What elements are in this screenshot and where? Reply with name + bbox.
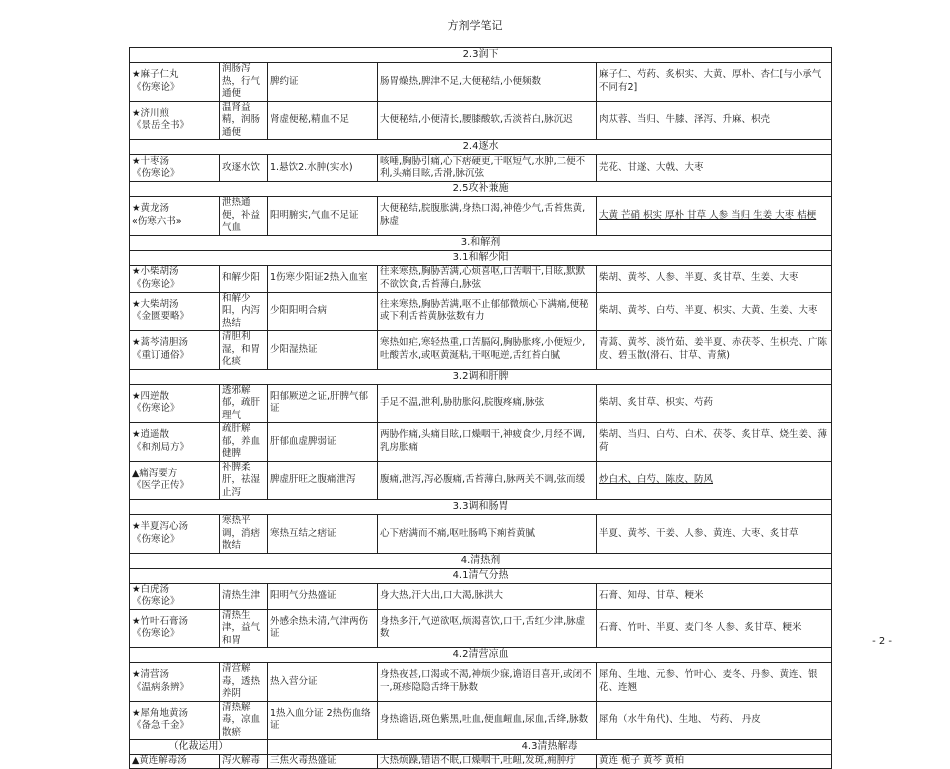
formula-name: ★蒿芩清胆汤 《重订通俗》 bbox=[130, 331, 220, 370]
formula-herbs: 黄连 栀子 黄芩 黄柏 bbox=[597, 755, 832, 769]
section-header: 4.1清气分热 bbox=[130, 568, 832, 583]
formula-name: ★清营汤 《温病条辨》 bbox=[130, 663, 220, 702]
formula-herbs: 肉苁蓉、当归、牛膝、泽泻、升麻、枳壳 bbox=[597, 101, 832, 140]
formula-indication: 肝郁血虚脾弱证 bbox=[268, 423, 378, 462]
formula-herbs: 柴胡、黄芩、人参、半夏、炙甘草、生姜、大枣 bbox=[597, 265, 832, 292]
formula-name: ★黄龙汤 «伤寒六书» bbox=[130, 197, 220, 236]
section-header: 3.2调和肝脾 bbox=[130, 369, 832, 384]
formula-symptoms: 身大热,汗大出,口大渴,脉洪大 bbox=[378, 583, 597, 609]
formula-function: 清营解毒，透热养阴 bbox=[220, 663, 268, 702]
formula-herbs: 柴胡、当归、白芍、白术、茯苓、炙甘草、烧生姜、薄荷 bbox=[597, 423, 832, 462]
formula-indication: 1.悬饮2.水肿(实水) bbox=[268, 155, 378, 182]
formula-indication: 脾约证 bbox=[268, 63, 378, 102]
formula-name: ★小柴胡汤 《伤寒论》 bbox=[130, 265, 220, 292]
section-header: 2.5攻补兼施 bbox=[130, 182, 832, 197]
formula-name: ★半夏泻心汤 《伤寒论》 bbox=[130, 515, 220, 554]
formula-function: 清胆利湿，和胃化痰 bbox=[220, 331, 268, 370]
section-header: 2.3润下 bbox=[130, 48, 832, 63]
formula-symptoms: 身热夜甚,口渴或不渴,神烦少寐,谵语目喜开,或闭不一,斑疹隐隐舌绛干脉数 bbox=[378, 663, 597, 702]
formula-name: ★竹叶石膏汤 《伤寒论》 bbox=[130, 609, 220, 648]
formula-function: 和解少阳，内泻热结 bbox=[220, 292, 268, 331]
formula-symptoms: 往来寒热,胸胁苦满,心烦喜呕,口苦咽干,目眩,默默不欲饮食,舌苔薄白,脉弦 bbox=[378, 265, 597, 292]
formula-symptoms: 肠胃燥热,脾津不足,大便秘结,小便频数 bbox=[378, 63, 597, 102]
formula-name: ▲黄连解毒汤 bbox=[130, 755, 220, 769]
formula-name: ★麻子仁丸 《伤寒论》 bbox=[130, 63, 220, 102]
formula-symptoms: 寒热如疟,寒轻热重,口苦膈闷,胸胁胀疼,小便短少,吐酸苦水,或呕黄涎粘,干呕呃逆,舌红苔白腻 bbox=[378, 331, 597, 370]
formula-herbs: 大黄 芒硝 枳实 厚朴 甘草 人参 当归 生姜 大枣 桔梗 bbox=[597, 197, 832, 236]
formula-indication: 阳郁厥逆之证,肝脾气郁证 bbox=[268, 384, 378, 423]
formula-name: ★犀角地黄汤 《备急千金》 bbox=[130, 701, 220, 740]
formula-indication: 少阳阳明合病 bbox=[268, 292, 378, 331]
formula-function: 清热生津 bbox=[220, 583, 268, 609]
formula-herbs: 犀角（水牛角代)、生地、 芍药、 丹皮 bbox=[597, 701, 832, 740]
section-header: 3.3调和肠胃 bbox=[130, 500, 832, 515]
formula-symptoms: 身热谵语,斑色紫黑,吐血,便血衄血,尿血,舌绛,脉数 bbox=[378, 701, 597, 740]
formula-indication: 脾虚肝旺之腹痛泄泻 bbox=[268, 461, 378, 500]
formula-name: ★大柴胡汤 《金匮要略》 bbox=[130, 292, 220, 331]
formula-name: ▲痛泻要方 《医学正传》 bbox=[130, 461, 220, 500]
formula-symptoms: 两胁作痛,头痛目眩,口燥咽干,神疲食少,月经不调,乳房胀痛 bbox=[378, 423, 597, 462]
formula-function: 清热生津，益气和胃 bbox=[220, 609, 268, 648]
formula-symptoms: 往来寒热,胸胁苦满,呕不止郁郁微烦心下满痛,便秘或下利舌苔黄脉弦数有力 bbox=[378, 292, 597, 331]
category-header: 4.清热剂 bbox=[130, 553, 832, 568]
derivation-note: （化裁运用） bbox=[130, 740, 268, 755]
formula-symptoms: 大热烦躁,错语不眠,口燥咽干,吐衄,发斑,痈肿疔 bbox=[378, 755, 597, 769]
formula-function: 补脾柔肝，祛湿止泻 bbox=[220, 461, 268, 500]
category-header: 3.和解剂 bbox=[130, 235, 832, 250]
formula-herbs: 石膏、竹叶、半夏、麦门冬 人参、炙甘草、粳米 bbox=[597, 609, 832, 648]
formula-herbs: 犀角、生地、元参、竹叶心、麦冬、丹参、黄连、银花、连翘 bbox=[597, 663, 832, 702]
formula-symptoms: 大便秘结,小便清长,腰膝酸软,舌淡苔白,脉沉迟 bbox=[378, 101, 597, 140]
formula-function: 疏肝解郁，养血健脾 bbox=[220, 423, 268, 462]
formula-herbs: 芫花、甘遂、大戟、大枣 bbox=[597, 155, 832, 182]
formula-function: 透邪解郁，疏肝理气 bbox=[220, 384, 268, 423]
formula-indication: 肾虚便秘,精血不足 bbox=[268, 101, 378, 140]
section-header: 3.1和解少阳 bbox=[130, 250, 832, 265]
formula-function: 攻逐水饮 bbox=[220, 155, 268, 182]
section-header: 2.4逐水 bbox=[130, 140, 832, 155]
formula-symptoms: 大便秘结,脘腹胀满,身热口渴,神倦少气,舌苔焦黄,脉虚 bbox=[378, 197, 597, 236]
formula-herbs: 半夏、黄芩、干姜、人参、黄连、大枣、炙甘草 bbox=[597, 515, 832, 554]
formula-function: 寒热平调，消痞散结 bbox=[220, 515, 268, 554]
formula-function: 润肠泻热，行气通便 bbox=[220, 63, 268, 102]
formula-indication: 寒热互结之痞证 bbox=[268, 515, 378, 554]
formula-indication: 1伤寒少阳证2热入血室 bbox=[268, 265, 378, 292]
formula-herbs: 炒白术、白芍、陈皮、防风 bbox=[597, 461, 832, 500]
formula-symptoms: 咳唾,胸胁引痛,心下痞硬更,干呕短气,水肿,二便不利,头痛目眩,舌滑,脉沉弦 bbox=[378, 155, 597, 182]
formula-herbs: 柴胡、炙甘草、枳实、芍药 bbox=[597, 384, 832, 423]
formula-indication: 外感余热未清,气津两伤证 bbox=[268, 609, 378, 648]
formula-function: 泄热通便，补益气血 bbox=[220, 197, 268, 236]
formula-function: 清热解毒，凉血散瘀 bbox=[220, 701, 268, 740]
formula-herbs: 石膏、知母、甘草、粳米 bbox=[597, 583, 832, 609]
formula-function: 泻火解毒 bbox=[220, 755, 268, 769]
formula-herbs: 麻子仁、芍药、炙枳实、大黄、厚朴、杏仁[与小承气不同有2] bbox=[597, 63, 832, 102]
formula-name: ★白虎汤 《伤寒论》 bbox=[130, 583, 220, 609]
formula-function: 和解少阳 bbox=[220, 265, 268, 292]
section-header: 4.2清营凉血 bbox=[130, 648, 832, 663]
formula-indication: 阳明腑实,气血不足证 bbox=[268, 197, 378, 236]
formula-function: 温肾益精，润肠通便 bbox=[220, 101, 268, 140]
formula-symptoms: 腹痛,泄泻,泻必腹痛,舌苔薄白,脉两关不调,弦而缓 bbox=[378, 461, 597, 500]
formula-name: ★济川煎 《景岳全书》 bbox=[130, 101, 220, 140]
formula-indication: 阳明气分热盛证 bbox=[268, 583, 378, 609]
formula-symptoms: 心下痞满而不痛,呕吐肠鸣下痢苔黄腻 bbox=[378, 515, 597, 554]
document-title: 方剂学笔记 bbox=[447, 19, 503, 32]
formula-name: ★十枣汤 《伤寒论》 bbox=[130, 155, 220, 182]
formula-name: ★四逆散 《伤寒论》 bbox=[130, 384, 220, 423]
page-number: - 2 - bbox=[872, 636, 892, 647]
formula-herbs: 青蒿、黄芩、淡竹茹、姜半夏、赤茯苓、生枳壳、广陈皮、碧玉散(滑石、甘草、青黛) bbox=[597, 331, 832, 370]
formula-table bbox=[129, 47, 832, 769]
formula-herbs: 柴胡、黄芩、白芍、半夏、枳实、大黄、生姜、大枣 bbox=[597, 292, 832, 331]
section-header: 4.3清热解毒 bbox=[268, 740, 832, 755]
formula-indication: 1热入血分证 2热伤血络证 bbox=[268, 701, 378, 740]
formula-indication: 热入营分证 bbox=[268, 663, 378, 702]
formula-symptoms: 手足不温,泄利,胁肋胀闷,脘腹疼痛,脉弦 bbox=[378, 384, 597, 423]
formula-indication: 三焦火毒热盛证 bbox=[268, 755, 378, 769]
formula-indication: 少阳湿热证 bbox=[268, 331, 378, 370]
formula-symptoms: 身热多汗,气逆欲呕,烦渴喜饮,口干,舌红少津,脉虚数 bbox=[378, 609, 597, 648]
formula-name: ★逍遥散 《和剂局方》 bbox=[130, 423, 220, 462]
